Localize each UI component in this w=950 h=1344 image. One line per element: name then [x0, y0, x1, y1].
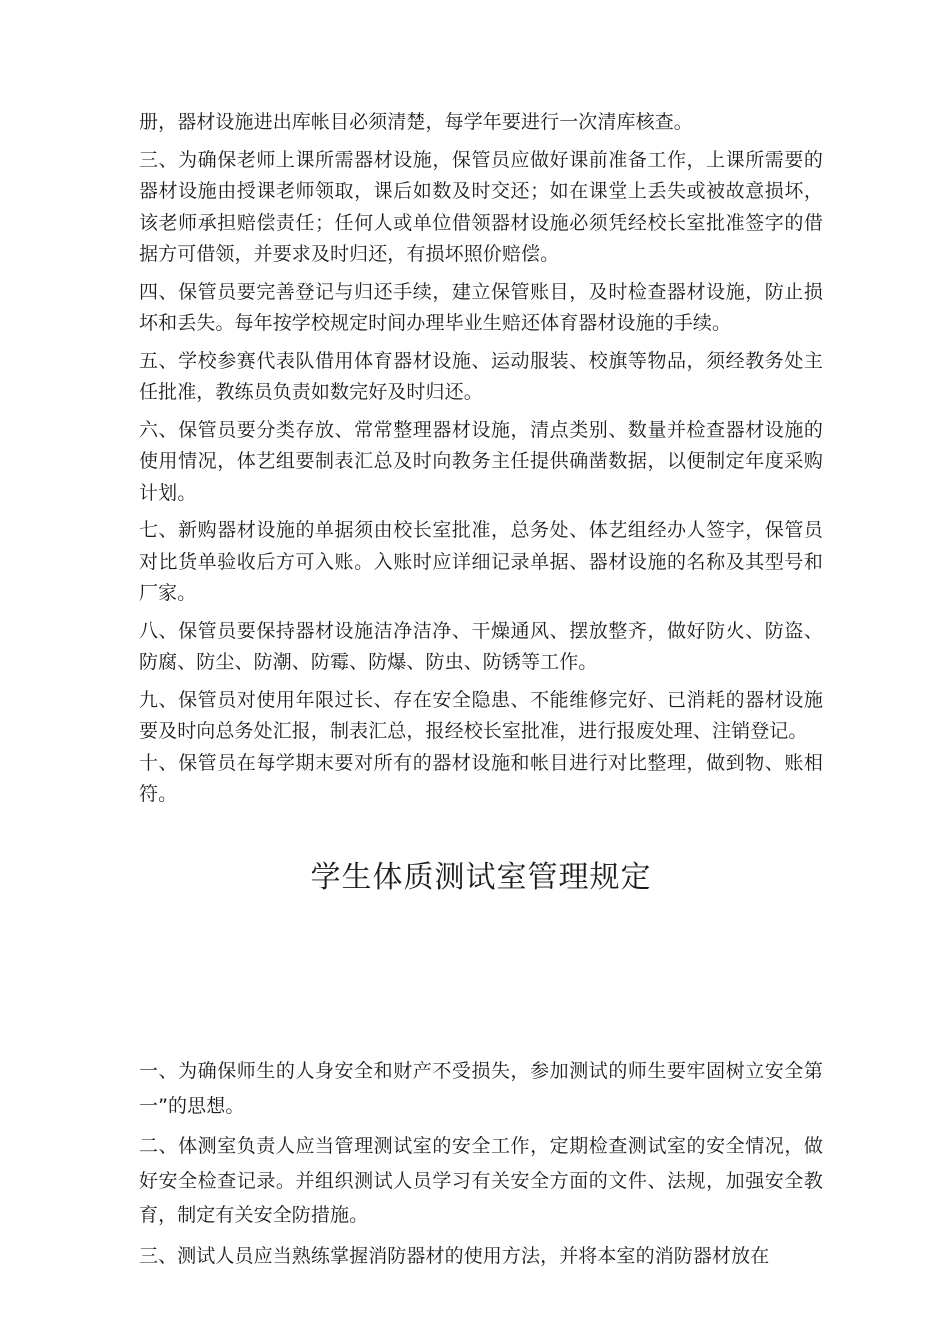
paragraph-rule-9: 九、保管员对使用年限过长、存在安全隐患、不能维修完好、已消耗的器材设施要及时向总务处汇报，制表汇总，报经校长室批准，进行报废处理、注销登记。: [139, 688, 823, 742]
paragraph-rule-10: 十、保管员在每学期末要对所有的器材设施和帐目进行对比整理，做到物、账相符。: [139, 751, 823, 805]
paragraph-rule-4: 四、保管员要完善登记与归还手续，建立保管账目，及时检查器材设施，防止损坏和丢失。每年按学校规定时间办理毕业生赔还体育器材设施的手续。: [139, 280, 823, 334]
paragraph-rule-8: 八、保管员要保持器材设施洁净洁净、干燥通风、摆放整齐，做好防火、防盗、防腐、防尘、防潮、防霉、防爆、防虫、防锈等工作。: [139, 619, 823, 673]
fitness-test-room-rules-section: [139, 1054, 823, 1279]
equipment-rules-section: [139, 107, 823, 817]
paragraph-continuation: 册，器材设施进出库帐目必须清楚，每学年要进行一次清库核查。: [139, 111, 693, 133]
paragraph-rule-1: 一、为确保师生的人身安全和财产不受损失，参加测试的师生要牢固树立安全第一”的思想。: [139, 1060, 823, 1117]
paragraph-rule-3: 三、为确保老师上课所需器材设施，保管员应做好课前准备工作，上课所需要的器材设施由授课老师领取，课后如数及时交还；如在课堂上丢失或被故意损坏，该老师承担赔偿责任；任何人或单位借领器材设施必须凭经校长室批准签字的借据方可借领，并要求及时归还，有损坏照价赔偿。: [139, 148, 823, 265]
paragraph-rule-6: 六、保管员要分类存放、常常整理器材设施，清点类别、数量并检查器材设施的使用情况，体艺组要制表汇总及时向教务主任提供确凿数据，以便制定年度采购计划。: [139, 418, 823, 504]
paragraph-rule-7: 七、新购器材设施的单据须由校长室批准，总务处、体艺组经办人签字，保管员对比货单验收后方可入账。入账时应详细记录单据、器材设施的名称及其型号和厂家。: [139, 519, 823, 604]
paragraph-rule-5: 五、学校参赛代表队借用体育器材设施、运动服装、校旗等物品，须经教务处主任批准，教练员负责如数完好及时归还。: [139, 349, 823, 403]
paragraph-rule-3-partial: 三、测试人员应当熟练掌握消防器材的使用方法，并将本室的消防器材放在: [139, 1244, 770, 1267]
document-title: 学生体质测试室管理规定: [310, 860, 652, 895]
paragraph-rule-2: 二、体测室负责人应当管理测试室的安全工作，定期检查测试室的安全情况，做好安全检查记录。并组织测试人员学习有关安全方面的文件、法规，加强安全教育，制定有关安全防措施。: [139, 1135, 823, 1226]
